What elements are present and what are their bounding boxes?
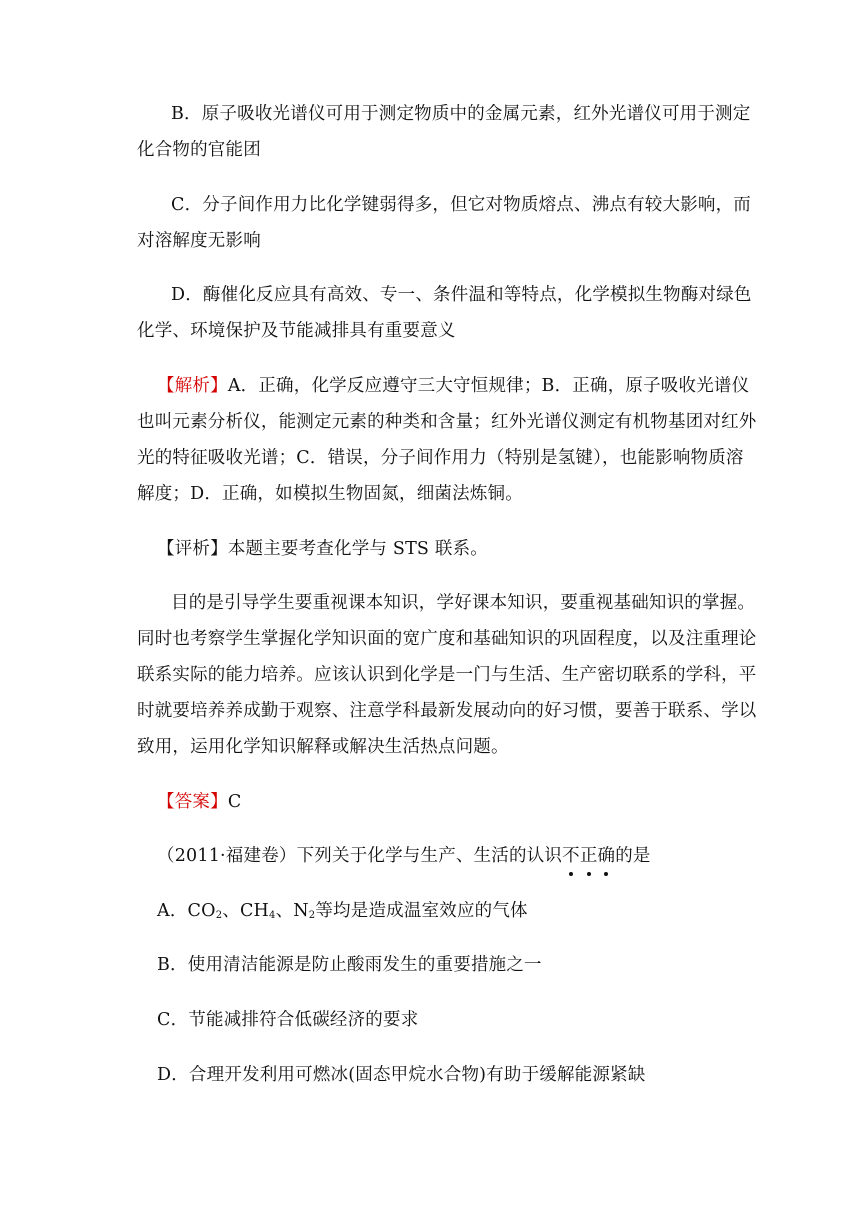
- purpose-line-2: 同时也考察学生掌握化学知识面的宽广度和基础知识的巩固程度，以及注重理论: [137, 629, 757, 649]
- question-stem: [157, 845, 651, 867]
- emphasis-char-3: 确: [598, 845, 616, 867]
- emphasis-dot: [587, 872, 591, 876]
- question-option-d: D．合理开发利用可燃冰(固态甲烷水合物)有助于缓解能源紧缺: [157, 1065, 646, 1085]
- question-option-b: B．使用清洁能源是防止酸雨发生的重要措施之一: [157, 955, 542, 975]
- option-d-line-1: D．酶催化反应具有高效、专一、条件温和等特点，化学模拟生物酶对绿色: [171, 285, 752, 305]
- option-b-line-1: B．原子吸收光谱仪可用于测定物质中的金属元素，红外光谱仪可用于测定: [171, 104, 751, 124]
- emphasis-char-1: 不: [562, 845, 580, 867]
- purpose-line-3: 联系实际的能力培养。应该认识到化学是一门与生活、生产密切联系的学科，平: [137, 665, 757, 685]
- analysis-line-2: 也叫元素分析仪，能测定元素的种类和含量；红外光谱仪测定有机物基团对红外: [137, 412, 757, 432]
- answer-label: 【答案】: [157, 792, 228, 812]
- analysis-line-4: 解度；D．正确，如模拟生物固氮，细菌法炼铜。: [137, 484, 523, 504]
- analysis-line-3: 光的特征吸收光谱；C．错误，分子间作用力（特别是氢键），也能影响物质溶: [137, 448, 744, 468]
- purpose-line-4: 时就要培养养成勤于观察、注意学科最新发展动向的好习惯，要善于联系、学以: [137, 701, 757, 721]
- question-option-c: C．节能减排符合低碳经济的要求: [157, 1010, 419, 1030]
- emphasis-dot: [604, 872, 608, 876]
- purpose-line-5: 致用，运用化学知识解释或解决生活热点问题。: [137, 737, 509, 757]
- emphasis-char-2: 正: [580, 845, 598, 867]
- question-stem-after: 的是: [615, 846, 651, 866]
- analysis-line-1: [157, 375, 749, 397]
- analysis-text: A．正确，化学反应遵守三大守恒规律；B．正确，原子吸收光谱仪: [227, 376, 750, 396]
- answer-value: C: [227, 792, 242, 812]
- answer-line: [157, 791, 241, 813]
- evaluation-text: 本题主要考查化学与 STS 联系。: [227, 539, 488, 559]
- analysis-label: 【解析】: [157, 376, 228, 396]
- option-d-line-2: 化学、环境保护及节能减排具有重要意义: [137, 321, 456, 341]
- option-c-line-2: 对溶解度无影响: [137, 231, 261, 251]
- emphasis-dot: [569, 872, 573, 876]
- option-c-line-1: C．分子间作用力比化学键弱得多，但它对物质熔点、沸点有较大影响，而: [171, 195, 751, 215]
- purpose-line-1: 目的是引导学生要重视课本知识，学好课本知识，要重视基础知识的掌握。: [171, 593, 756, 613]
- evaluation-label: 【评析】: [157, 539, 228, 559]
- option-b-line-2: 化合物的官能团: [137, 140, 261, 160]
- question-stem-before: （2011·福建卷）下列关于化学与生产、生活的认识: [157, 846, 563, 866]
- evaluation-line: [157, 538, 488, 560]
- question-option-a: A．$CO_2$、$CH_4$、$N_2$等均是造成温室效应的气体: [157, 901, 528, 921]
